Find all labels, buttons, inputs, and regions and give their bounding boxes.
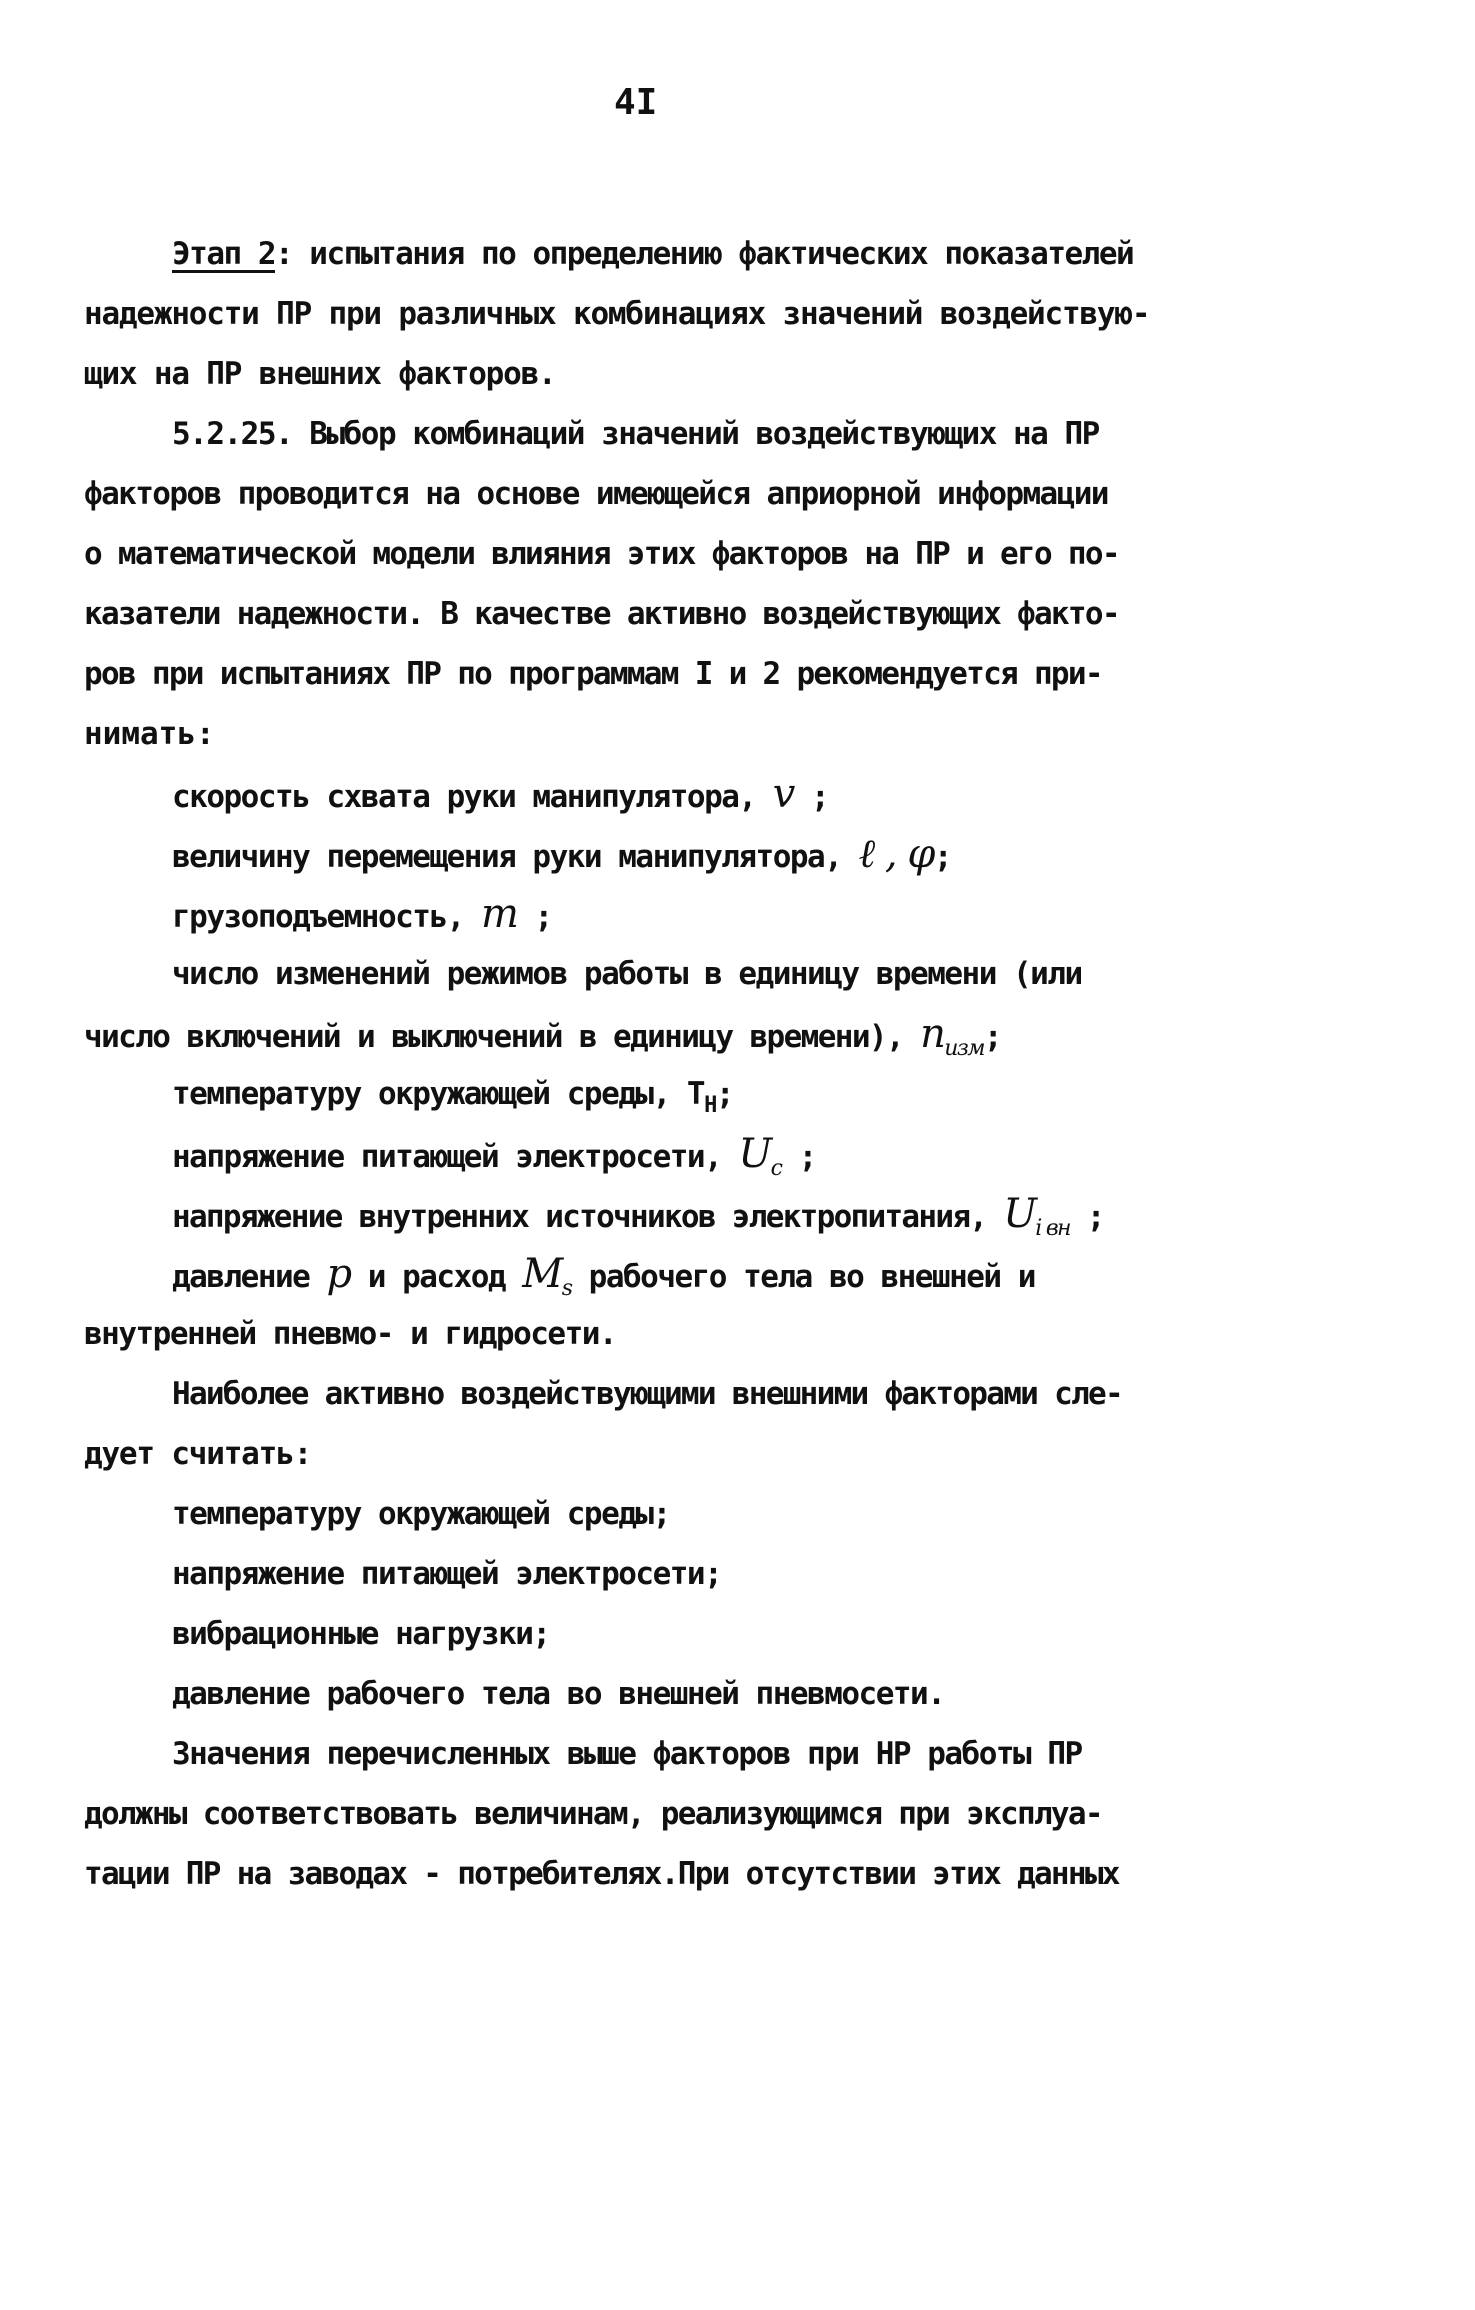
text-line: нимать: [84,716,215,752]
text-line: факторов проводится на основе имеющейся априорной информации [84,476,1108,512]
list-item: напряжение питающей электросети, $U_c$ ; [172,1131,816,1181]
pressure-symbol: p [326,1251,351,1297]
text-line: Значения перечисленных выше факторов при НР работы ПР [172,1736,1082,1772]
velocity-symbol: v [772,771,794,817]
text-line: 5.2.25. Выбор комбинаций значений воздействующих на ПР [172,416,1099,452]
list-item-continued: число включений и выключений в единицу времени), $n_{изм}$; [84,1011,1001,1061]
text-line: должны соответствовать величинам, реализующимся при эксплуа- [84,1796,1102,1832]
switch-count-symbol: n [920,1011,945,1057]
list-item: температуру окружающей среды; [172,1496,670,1532]
list-item: скорость схвата руки манипулятора, v ; [172,771,829,817]
supply-voltage-symbol: U [738,1131,771,1177]
list-item: напряжение внутренних источников электропитания, $U_{i вн}$ ; [172,1191,1104,1241]
list-item: давление p и расход $M_s$ рабочего тела во внешней и [172,1251,1035,1301]
text-line: дует считать: [84,1436,312,1472]
text-line: тации ПР на заводах - потребителях.При отсутствии этих данных [84,1856,1119,1892]
list-item: температуру окружающей среды, $Т_Н$; [172,1076,733,1118]
text-line: казатели надежности. В качестве активно воздействующих факто- [84,596,1119,632]
list-item: число изменений режимов работы в единицу времени (или [172,956,1082,992]
text-line: Наиболее активно воздействующими внешними факторами сле- [172,1376,1122,1412]
page-number: 4I [614,82,658,123]
internal-voltage-symbol: U [1003,1191,1036,1237]
flow-rate-symbol: M [522,1251,562,1297]
text-line: ров при испытаниях ПР по программам I и 2 рекомендуется при- [84,656,1102,692]
mass-symbol: m [480,891,518,937]
text-line: Этап 2: испытания по определению фактических показателей [172,236,1134,272]
list-item-continued: внутренней пневмо- и гидросети. [84,1316,617,1352]
list-item: грузоподъемность, m ; [172,891,552,937]
list-item: напряжение питающей электросети; [172,1556,722,1592]
text-line: о математической модели влияния этих факторов на ПР и его по- [84,536,1119,572]
list-item: величину перемещения руки манипулятора, ℓ , φ; [172,831,952,877]
list-item: вибрационные нагрузки; [172,1616,550,1652]
stage-label: Этап 2 [172,236,275,272]
text-line: щих на ПР внешних факторов. [84,356,556,392]
text-line: надежности ПР при различных комбинациях значений воздействую- [84,296,1150,332]
list-item: давление рабочего тела во внешней пневмосети. [172,1676,945,1712]
displacement-symbol: ℓ , φ [858,831,934,877]
